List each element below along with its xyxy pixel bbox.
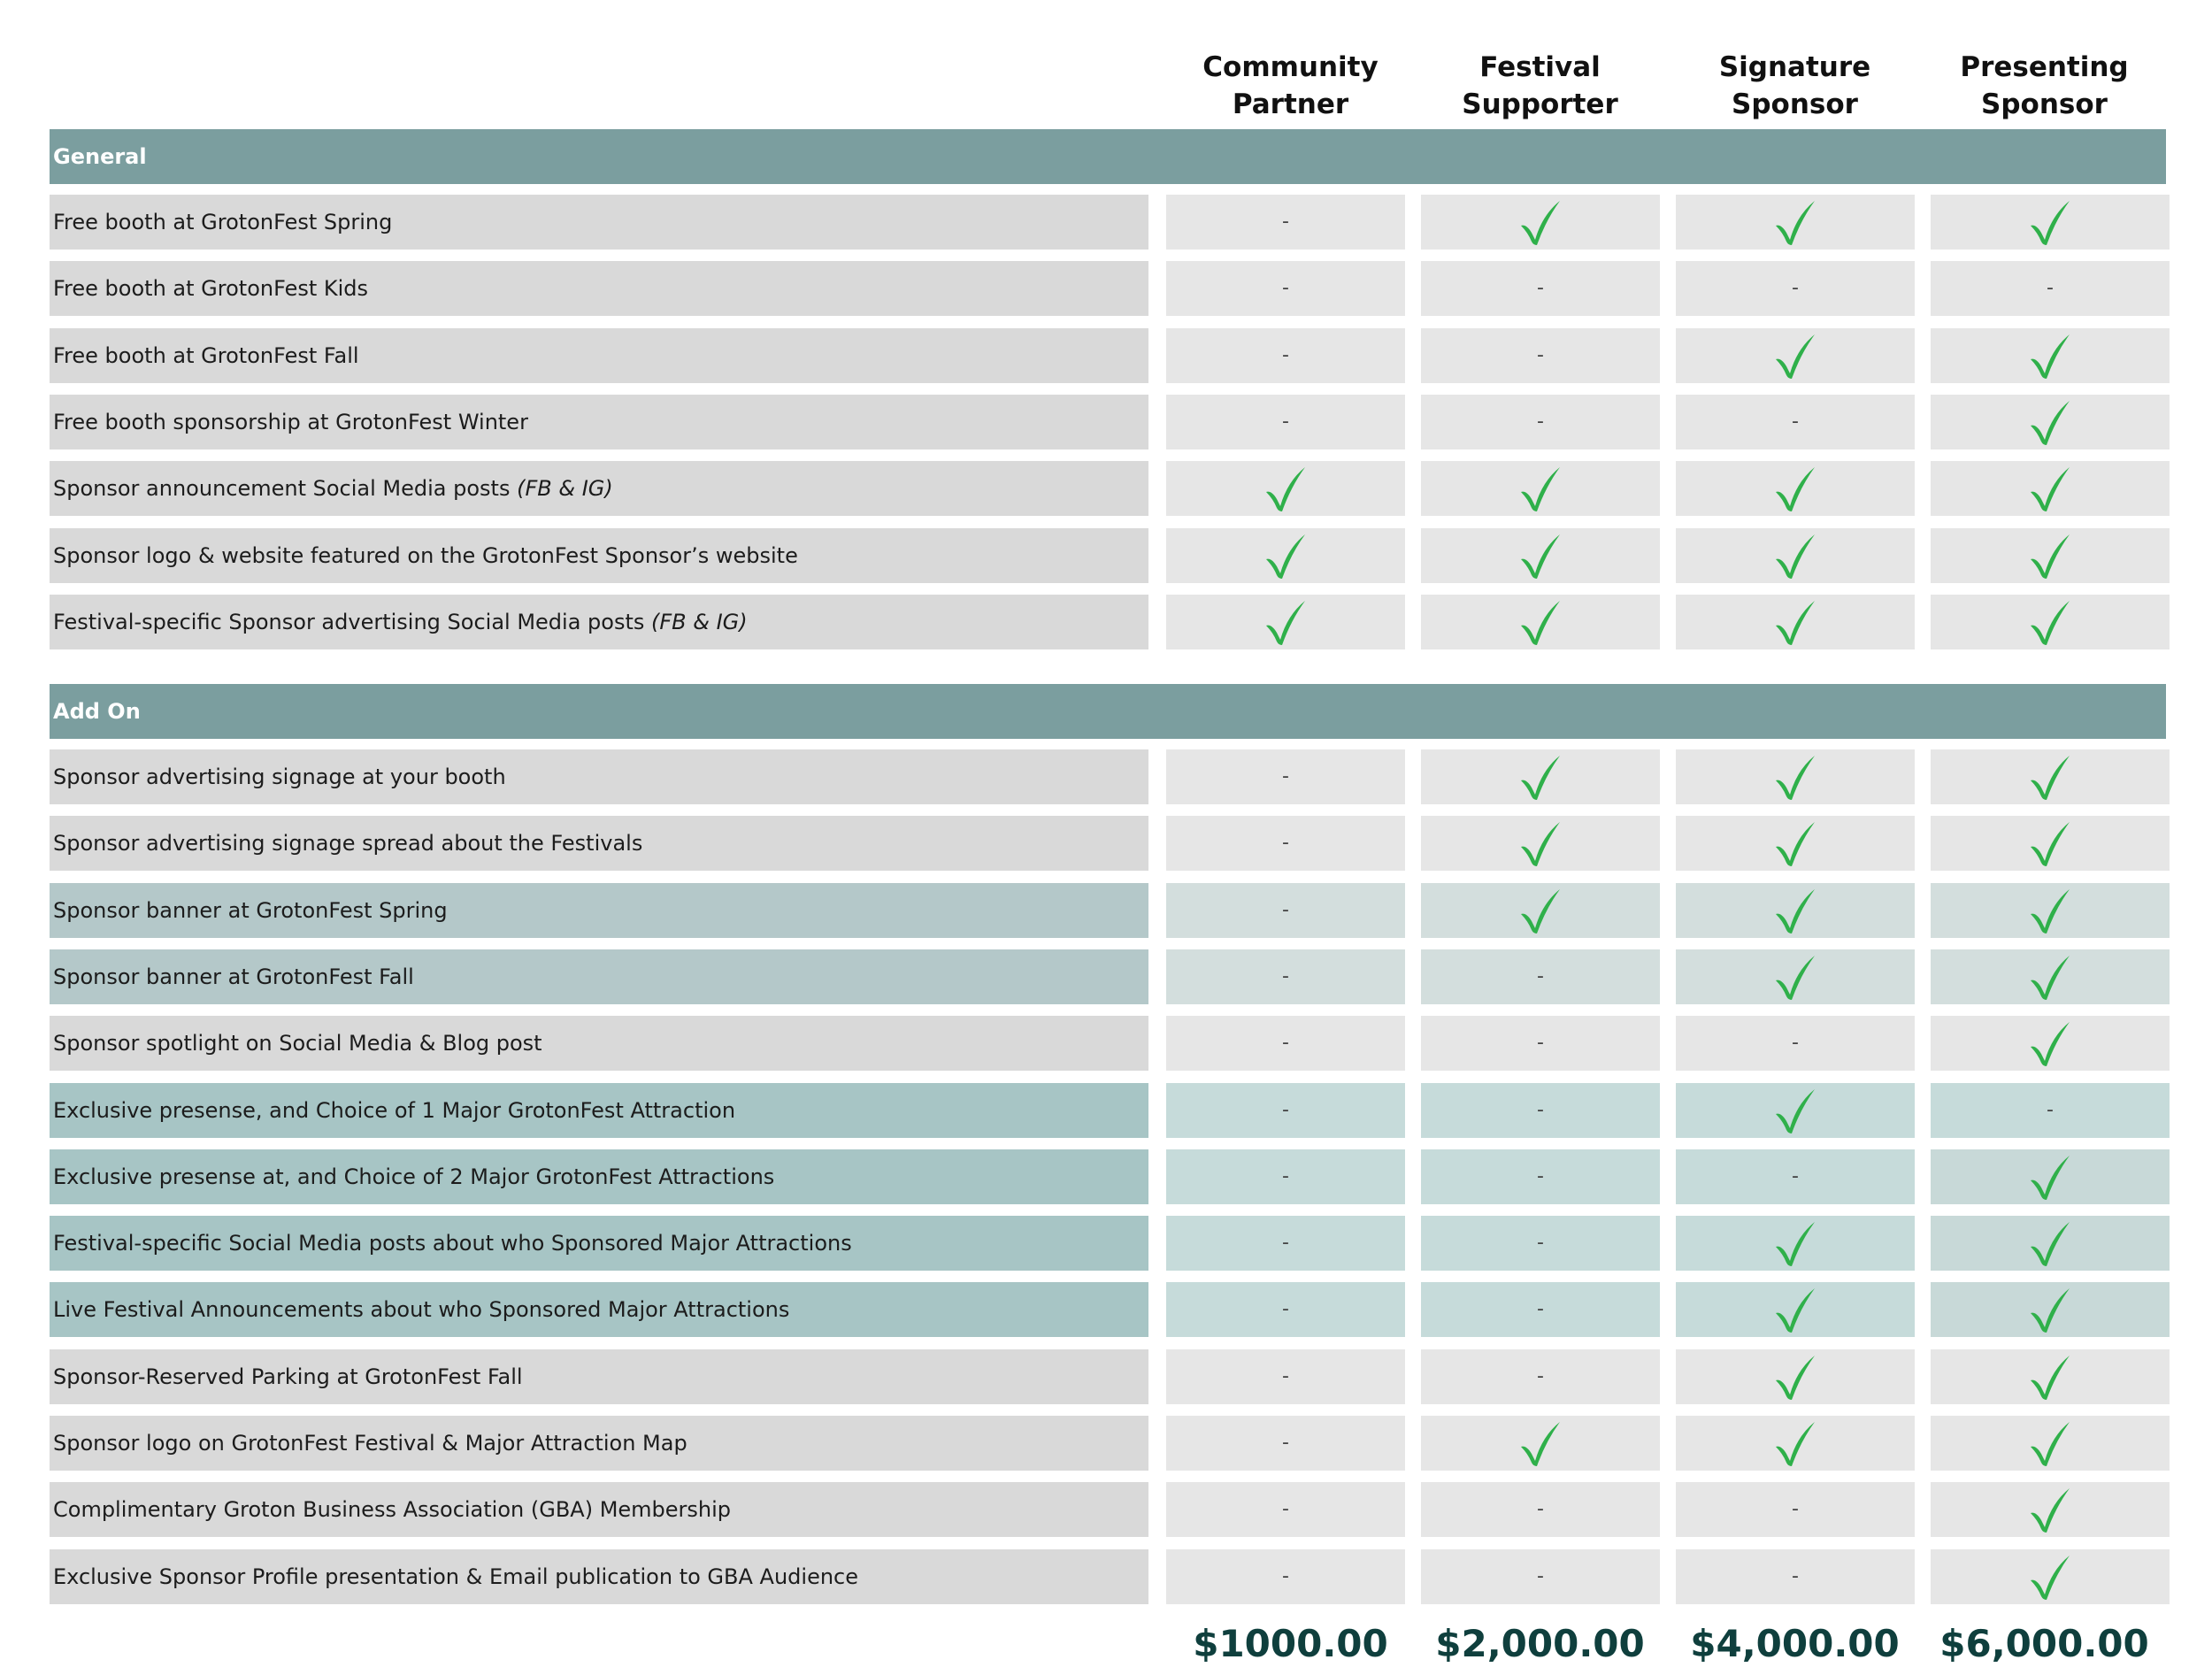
not-included-cell: [1421, 395, 1660, 449]
checkmark-icon: [1517, 597, 1563, 647]
feature-label: Complimentary Groton Business Association (GBA) Membership: [53, 1497, 732, 1522]
dash-mark: -: [1792, 1165, 1799, 1187]
not-included-cell: [1166, 1016, 1405, 1071]
feature-label: Sponsor-Reserved Parking at GrotonFest Fall: [53, 1364, 523, 1389]
included-cell: [1931, 528, 2170, 583]
checkmark-icon: [1772, 597, 1818, 647]
dash-mark: -: [1282, 899, 1289, 921]
tier-header-line: Presenting: [1960, 51, 2129, 83]
feature-label: Exclusive Sponsor Profile presentation & Email publication to GBA Audience: [53, 1564, 859, 1589]
feature-label-cell: [50, 1549, 1148, 1604]
tier-header: [1418, 49, 1662, 123]
included-cell: [1676, 749, 1915, 804]
included-cell: [1931, 949, 2170, 1004]
dash-mark: -: [1537, 1365, 1544, 1387]
included-cell: [1931, 1416, 2170, 1471]
checkmark-icon: [1772, 197, 1818, 247]
not-included-cell: [1166, 1083, 1405, 1138]
included-cell: [1421, 461, 1660, 516]
included-cell: [1676, 1083, 1915, 1138]
checkmark-icon: [2027, 197, 2073, 247]
checkmark-icon: [2027, 597, 2073, 647]
tier-price: $6,000.00: [1939, 1622, 2149, 1665]
not-included-cell: [1166, 949, 1405, 1004]
checkmark-icon: [1517, 531, 1563, 580]
included-cell: [1166, 528, 1405, 583]
checkmark-icon: [2027, 1485, 2073, 1534]
included-cell: [1931, 1482, 2170, 1537]
table-row: [0, 1149, 2212, 1204]
dash-mark: -: [1537, 1565, 1544, 1587]
tier-header-line: Partner: [1232, 88, 1349, 120]
dash-mark: -: [1282, 965, 1289, 987]
dash-mark: -: [1282, 832, 1289, 854]
not-included-cell: [1166, 1149, 1405, 1204]
tier-header-line: Sponsor: [1732, 88, 1858, 120]
included-cell: [1676, 1282, 1915, 1337]
dash-mark: -: [1282, 1565, 1289, 1587]
feature-label-cell: [50, 1016, 1148, 1071]
checkmark-icon: [1772, 752, 1818, 802]
not-included-cell: [1166, 816, 1405, 871]
checkmark-icon: [2027, 1552, 2073, 1602]
feature-label-cell: [50, 1416, 1148, 1471]
section-header: General: [50, 129, 2166, 184]
checkmark-icon: [2027, 331, 2073, 380]
checkmark-icon: [1772, 531, 1818, 580]
checkmark-icon: [1772, 952, 1818, 1002]
feature-label-cell: [50, 595, 1148, 649]
feature-label-cell: [50, 1349, 1148, 1404]
not-included-cell: [1166, 1216, 1405, 1271]
feature-label-cell: [50, 883, 1148, 938]
checkmark-icon: [1517, 1418, 1563, 1468]
included-cell: [1931, 461, 2170, 516]
tier-header-line: Signature: [1718, 51, 1871, 83]
feature-label: Sponsor advertising signage spread about the Festivals: [53, 831, 643, 856]
not-included-cell: [1166, 1416, 1405, 1471]
not-included-cell: [1421, 1016, 1660, 1071]
included-cell: [1676, 883, 1915, 938]
feature-label: Exclusive presense, and Choice of 1 Major GrotonFest Attraction: [53, 1098, 736, 1123]
feature-label: Free booth at GrotonFest Spring: [53, 210, 393, 234]
feature-label-cell: [50, 749, 1148, 804]
dash-mark: -: [1282, 1432, 1289, 1454]
checkmark-icon: [1772, 331, 1818, 380]
checkmark-icon: [1772, 818, 1818, 868]
dash-mark: -: [1792, 1032, 1799, 1054]
included-cell: [1931, 1216, 2170, 1271]
included-cell: [1931, 1016, 2170, 1071]
checkmark-icon: [1263, 464, 1309, 513]
dash-mark: -: [1537, 411, 1544, 433]
not-included-cell: [1421, 1549, 1660, 1604]
not-included-cell: [1166, 395, 1405, 449]
included-cell: [1421, 1416, 1660, 1471]
dash-mark: -: [1282, 1232, 1289, 1254]
feature-label-cell: [50, 1282, 1148, 1337]
dash-mark: -: [1537, 965, 1544, 987]
feature-label-cell: [50, 395, 1148, 449]
included-cell: [1931, 1349, 2170, 1404]
dash-mark: -: [1537, 344, 1544, 366]
not-included-cell: [1676, 1482, 1915, 1537]
included-cell: [1676, 595, 1915, 649]
included-cell: [1421, 816, 1660, 871]
tier-price: $4,000.00: [1690, 1622, 1900, 1665]
table-row: [0, 1016, 2212, 1071]
included-cell: [1676, 528, 1915, 583]
dash-mark: -: [1282, 1365, 1289, 1387]
dash-mark: -: [1282, 1298, 1289, 1320]
not-included-cell: [1421, 1083, 1660, 1138]
not-included-cell: [1166, 1549, 1405, 1604]
feature-label: Festival-specific Sponsor advertising Social Media posts: [53, 610, 651, 634]
dash-mark: -: [2047, 277, 2054, 299]
included-cell: [1421, 595, 1660, 649]
dash-mark: -: [1537, 1099, 1544, 1121]
feature-label: Sponsor spotlight on Social Media & Blog post: [53, 1031, 542, 1056]
included-cell: [1931, 1282, 2170, 1337]
feature-label: Sponsor advertising signage at your booth: [53, 765, 506, 789]
tier-header: [1923, 49, 2166, 123]
included-cell: [1931, 195, 2170, 250]
checkmark-icon: [2027, 818, 2073, 868]
table-row: [0, 749, 2212, 804]
table-row: [0, 1282, 2212, 1337]
not-included-cell: [1166, 749, 1405, 804]
section-header: Add On: [50, 684, 2166, 739]
dash-mark: -: [1792, 277, 1799, 299]
included-cell: [1676, 1349, 1915, 1404]
table-row: [0, 1216, 2212, 1271]
checkmark-icon: [2027, 1218, 2073, 1268]
checkmark-icon: [1517, 752, 1563, 802]
dash-mark: -: [1282, 411, 1289, 433]
tier-header-line: Community: [1202, 51, 1379, 83]
not-included-cell: [1421, 1282, 1660, 1337]
dash-mark: -: [1282, 211, 1289, 233]
table-row: [0, 1549, 2212, 1604]
tier-header: [1169, 49, 1412, 123]
included-cell: [1676, 1416, 1915, 1471]
feature-label-cell: [50, 816, 1148, 871]
included-cell: [1421, 749, 1660, 804]
feature-label: Live Festival Announcements about who Sponsored Major Attractions: [53, 1297, 790, 1322]
included-cell: [1421, 528, 1660, 583]
feature-label-cell: [50, 1482, 1148, 1537]
feature-label-cell: [50, 1216, 1148, 1271]
checkmark-icon: [2027, 1152, 2073, 1202]
included-cell: [1166, 595, 1405, 649]
not-included-cell: [1166, 1349, 1405, 1404]
table-row: [0, 1482, 2212, 1537]
checkmark-icon: [1772, 1418, 1818, 1468]
checkmark-icon: [1772, 886, 1818, 935]
included-cell: [1931, 1149, 2170, 1204]
not-included-cell: [1421, 328, 1660, 383]
tier-header-line: Sponsor: [1981, 88, 2108, 120]
checkmark-icon: [1772, 1086, 1818, 1135]
dash-mark: -: [1537, 277, 1544, 299]
checkmark-icon: [1772, 1352, 1818, 1402]
checkmark-icon: [1517, 886, 1563, 935]
table-row: [0, 261, 2212, 316]
included-cell: [1931, 395, 2170, 449]
not-included-cell: [1421, 1482, 1660, 1537]
feature-label-cell: [50, 1083, 1148, 1138]
checkmark-icon: [1263, 531, 1309, 580]
dash-mark: -: [1282, 1032, 1289, 1054]
included-cell: [1676, 816, 1915, 871]
included-cell: [1931, 595, 2170, 649]
feature-label-cell: [50, 528, 1148, 583]
feature-label: Sponsor logo & website featured on the GrotonFest Sponsor’s website: [53, 543, 798, 568]
not-included-cell: [1166, 261, 1405, 316]
tier-header: [1673, 49, 1916, 123]
tier-header-line: Supporter: [1462, 88, 1618, 120]
not-included-cell: [1421, 1349, 1660, 1404]
table-row: [0, 395, 2212, 449]
dash-mark: -: [1792, 1498, 1799, 1520]
dash-mark: -: [1282, 1099, 1289, 1121]
checkmark-icon: [2027, 397, 2073, 447]
feature-note: (FB & IG): [651, 610, 748, 634]
table-row: [0, 1416, 2212, 1471]
checkmark-icon: [2027, 1352, 2073, 1402]
table-row: [0, 595, 2212, 649]
dash-mark: -: [1537, 1232, 1544, 1254]
dash-mark: -: [1282, 277, 1289, 299]
checkmark-icon: [2027, 464, 2073, 513]
not-included-cell: [1676, 1016, 1915, 1071]
checkmark-icon: [1772, 464, 1818, 513]
dash-mark: -: [1792, 411, 1799, 433]
feature-label: Sponsor banner at GrotonFest Fall: [53, 964, 414, 989]
dash-mark: -: [2047, 1099, 2054, 1121]
checkmark-icon: [2027, 531, 2073, 580]
feature-label: Sponsor announcement Social Media posts: [53, 476, 518, 501]
table-row: [0, 195, 2212, 250]
feature-label: Sponsor logo on GrotonFest Festival & Major Attraction Map: [53, 1431, 687, 1456]
included-cell: [1931, 883, 2170, 938]
checkmark-icon: [1772, 1218, 1818, 1268]
not-included-cell: [1421, 949, 1660, 1004]
tier-price: $2,000.00: [1435, 1622, 1645, 1665]
checkmark-icon: [2027, 752, 2073, 802]
checkmark-icon: [2027, 1418, 2073, 1468]
feature-label: Exclusive presense at, and Choice of 2 Major GrotonFest Attractions: [53, 1164, 775, 1189]
not-included-cell: [1676, 1149, 1915, 1204]
dash-mark: -: [1282, 1498, 1289, 1520]
not-included-cell: [1676, 1549, 1915, 1604]
included-cell: [1421, 883, 1660, 938]
checkmark-icon: [1772, 1285, 1818, 1334]
included-cell: [1166, 461, 1405, 516]
table-row: [0, 816, 2212, 871]
feature-label-cell: [50, 261, 1148, 316]
feature-label: Sponsor banner at GrotonFest Spring: [53, 898, 448, 923]
not-included-cell: [1421, 261, 1660, 316]
table-row: [0, 1083, 2212, 1138]
included-cell: [1676, 1216, 1915, 1271]
not-included-cell: [1931, 1083, 2170, 1138]
checkmark-icon: [2027, 1285, 2073, 1334]
not-included-cell: [1166, 1482, 1405, 1537]
not-included-cell: [1421, 1149, 1660, 1204]
dash-mark: -: [1537, 1498, 1544, 1520]
checkmark-icon: [1517, 197, 1563, 247]
checkmark-icon: [2027, 952, 2073, 1002]
not-included-cell: [1421, 1216, 1660, 1271]
feature-note: (FB & IG): [517, 476, 613, 501]
not-included-cell: [1676, 261, 1915, 316]
feature-label-cell: [50, 949, 1148, 1004]
included-cell: [1676, 195, 1915, 250]
dash-mark: -: [1537, 1165, 1544, 1187]
included-cell: [1676, 949, 1915, 1004]
feature-label-cell: [50, 1149, 1148, 1204]
checkmark-icon: [1263, 597, 1309, 647]
table-row: [0, 1349, 2212, 1404]
dash-mark: -: [1537, 1032, 1544, 1054]
table-row: [0, 461, 2212, 516]
included-cell: [1931, 749, 2170, 804]
tier-header-line: Festival: [1479, 51, 1601, 83]
dash-mark: -: [1282, 1165, 1289, 1187]
not-included-cell: [1166, 883, 1405, 938]
dash-mark: -: [1792, 1565, 1799, 1587]
feature-label: Free booth at GrotonFest Kids: [53, 276, 369, 301]
included-cell: [1931, 1549, 2170, 1604]
table-row: [0, 328, 2212, 383]
not-included-cell: [1931, 261, 2170, 316]
feature-label-cell: [50, 461, 1148, 516]
included-cell: [1676, 328, 1915, 383]
tier-price: $1000.00: [1193, 1622, 1388, 1665]
feature-label: Free booth sponsorship at GrotonFest Winter: [53, 410, 528, 434]
included-cell: [1931, 328, 2170, 383]
not-included-cell: [1166, 1282, 1405, 1337]
dash-mark: -: [1537, 1298, 1544, 1320]
not-included-cell: [1676, 395, 1915, 449]
table-row: [0, 528, 2212, 583]
checkmark-icon: [2027, 1018, 2073, 1068]
checkmark-icon: [1517, 464, 1563, 513]
dash-mark: -: [1282, 765, 1289, 788]
included-cell: [1676, 461, 1915, 516]
included-cell: [1931, 816, 2170, 871]
feature-label-cell: [50, 328, 1148, 383]
not-included-cell: [1166, 328, 1405, 383]
feature-label: Festival-specific Social Media posts about who Sponsored Major Attractions: [53, 1231, 852, 1256]
included-cell: [1421, 195, 1660, 250]
table-row: [0, 883, 2212, 938]
dash-mark: -: [1282, 344, 1289, 366]
checkmark-icon: [2027, 886, 2073, 935]
feature-label: Free booth at GrotonFest Fall: [53, 343, 359, 368]
not-included-cell: [1166, 195, 1405, 250]
feature-label-cell: [50, 195, 1148, 250]
table-row: [0, 949, 2212, 1004]
checkmark-icon: [1517, 818, 1563, 868]
